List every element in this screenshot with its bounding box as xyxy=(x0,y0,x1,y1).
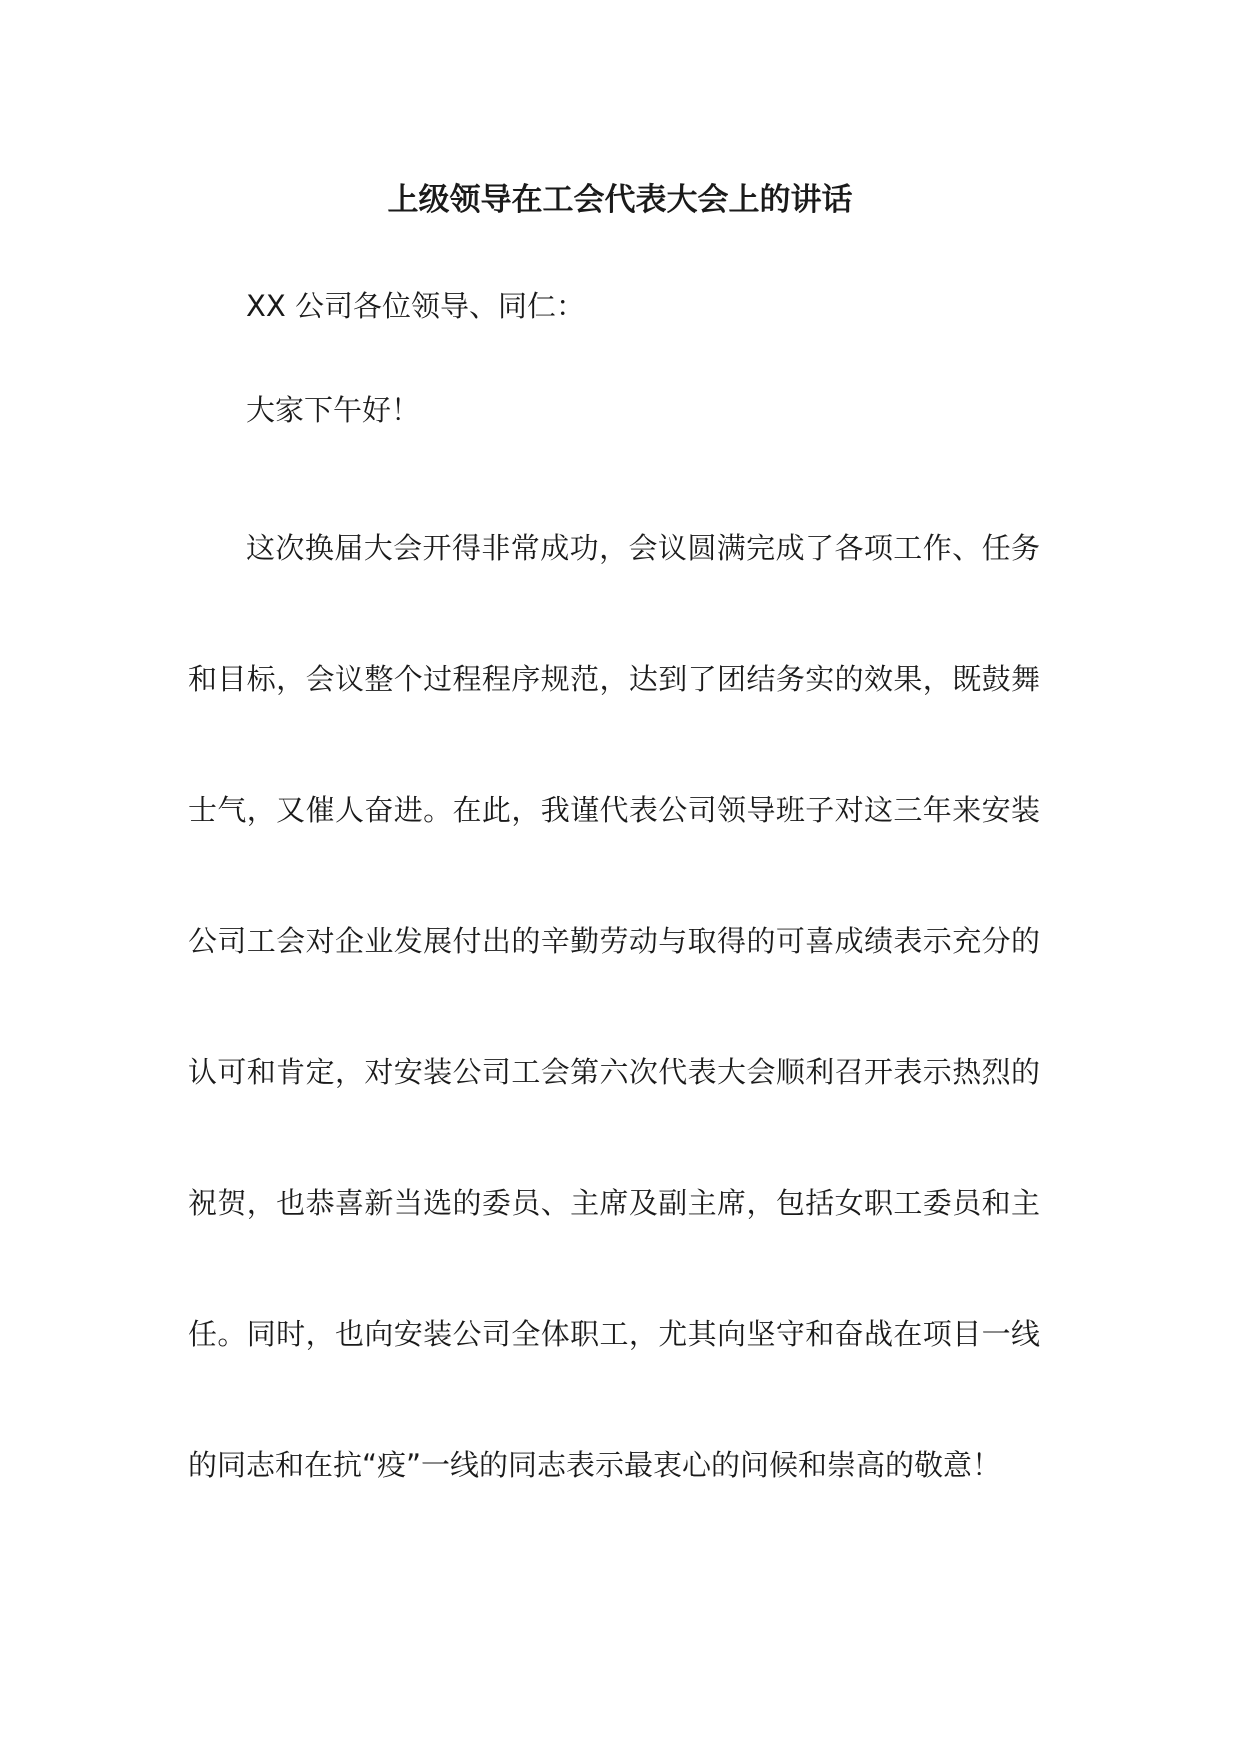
page-title: 上级领导在工会代表大会上的讲话 xyxy=(387,182,853,218)
greeting: 大家下午好！ xyxy=(246,393,421,427)
salutation: XX 公司各位领导、同仁： xyxy=(246,289,585,323)
body-paragraph: 这次换届大会开得非常成功，会议圆满完成了各项工作、任务和目标，会议整个过程程序规范，达到了团结务实的效果，既鼓舞士气，又催人奋进。在此，我谨代表公司领导班子对这三年来安装公司工会对企业发展付出的辛勤劳动与取得的可喜成绩表示充分的认可和肯定，对安装公司工会第六次代表大会顺利召开表示热烈的祝贺，也恭喜新当选的委员、主席及副主席，包括女职工委员和主任。同时，也向安装公司全体职工，尤其向坚守和奋战在项目一线的同志和在抗“疫”一线的同志表示最衷心的问候和崇高的敬意！ xyxy=(188,531,1040,1482)
